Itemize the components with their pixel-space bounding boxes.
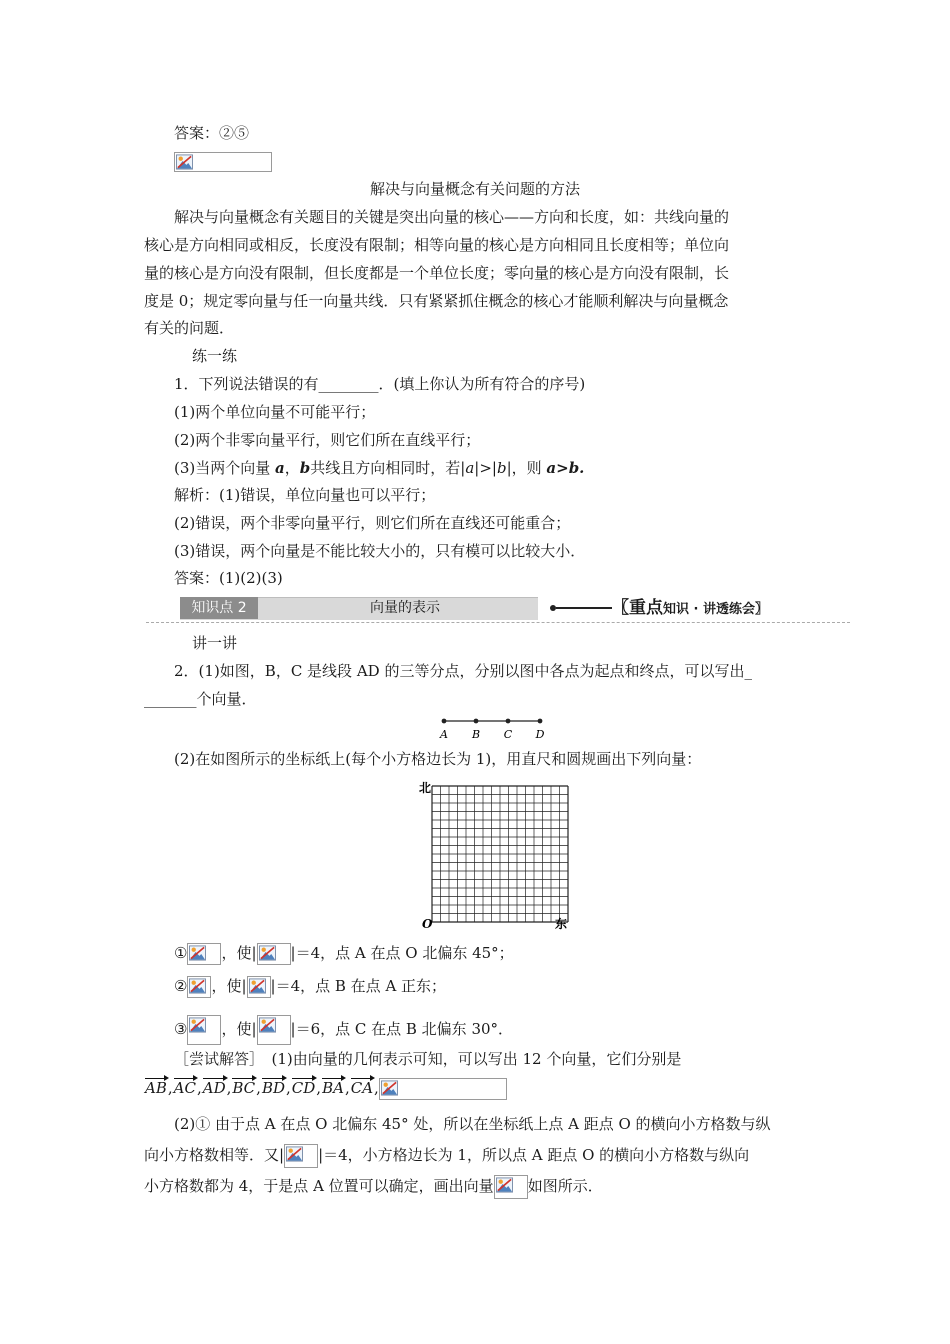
q2-part1-line1: 2．(1)如图，B，C 是线段 AD 的三等分点，分别以图中各点为起点和终点，可以写出_ [174,662,752,680]
point-b [474,719,479,724]
q1-analysis-3: (3)错误，两个向量是不能比较大小的，只有模可以比较大小． [174,542,586,560]
q2-item-3: ③ ，使| |＝6，点 C 在点 B 北偏东 30°． [174,1015,513,1045]
solution-line-1: ［尝试解答］ (1)由向量的几何表示可知，可以写出 12 个向量，它们分别是 [174,1050,682,1068]
broken-image-icon [496,1177,513,1193]
broken-image-icon [189,978,206,994]
q2-item-1: ① ，使| |＝4，点 A 在点 O 北偏东 45°； [174,942,514,965]
broken-image-icon [249,978,266,994]
broken-image-icon [189,945,206,961]
vector-bd: BD [261,1079,285,1097]
q1-item-3: (3)当两个向量 a，b共线且方向相同时，若|a|>|b|，则 a>b. [174,459,585,477]
method-title: 解决与向量概念有关问题的方法 [369,180,580,198]
q2-part1-line2: _______个向量． [144,690,257,708]
q1-item-2: (2)两个非零向量平行，则它们所在直线平行； [174,431,481,449]
label-b: B [471,728,481,741]
vector-ac: AC [173,1079,196,1097]
q1-analysis-2: (2)错误，两个非零向量平行，则它们所在直线还可能重合； [174,514,571,532]
q1-analysis-1: 解析：(1)错误，单位向量也可以平行； [174,486,436,504]
label-d: D [535,728,545,741]
q2-item-2: ② ，使| |＝4，点 B 在点 A 正东； [174,975,446,998]
method-body-line-3: 量的核心是方向没有限制，但长度都是一个单位长度；零向量的核心是方向没有限制，长 [144,264,730,282]
solution-p2-line-1: (2)① 由于点 A 在点 O 北偏东 45° 处，所以在坐标纸上点 A 距点 O 的横向小方格数与纵 [174,1115,771,1133]
section-divider [146,622,850,623]
label-a: A [440,728,448,741]
solution-p2-line-3: 小方格数都为 4，于是点 A 位置可以确定，画出向量 如图所示． [144,1175,603,1199]
vector-bc: BC [232,1079,256,1097]
vector-ba: BA [322,1079,344,1097]
vector-cd: CD [291,1079,316,1097]
section-slogan: 〖重点知识 · 讲透练会〗 [612,598,768,618]
vector-ca: CA [350,1079,374,1097]
q2-part2: (2)在如图所示的坐标纸上(每个小方格边长为 1)，用直尺和圆规画出下列向量： [174,750,702,768]
east-label: 东 [555,917,568,931]
broken-image-icon [259,1017,276,1033]
point-d [538,719,543,724]
method-body-line-5: 有关的问题． [144,319,235,337]
origin-label: O [422,917,433,931]
broken-image-icon [189,1017,206,1033]
coordinate-grid [410,778,580,934]
solution-p2-line-2: 向小方格数相等．又| |＝4，小方格边长为 1，所以点 A 距点 O 的横向小方格数与纵向 [144,1144,749,1168]
section-header [180,597,850,621]
section-title: 向量的表示 [370,600,440,616]
practice-label: 练一练 [192,347,238,365]
image-placeholder [174,152,272,172]
method-body-line-1: 解决与向量概念有关题目的关键是突出向量的核心——方向和长度，如：共线向量的 [174,208,730,226]
broken-image-icon [286,1146,303,1162]
header-rule [556,607,612,609]
solution-vector-list: AB,AC,AD,BC,BD,CD,BA,CA, [144,1077,507,1100]
broken-image-icon [176,154,193,170]
point-c [506,719,511,724]
label-c: C [503,728,513,741]
section-tag: 知识点 2 [180,597,258,619]
broken-image-icon [381,1080,398,1096]
method-body-line-2: 核心是方向相同或相反，长度没有限制；相等向量的核心是方向相同且长度相等；单位向 [144,236,730,254]
grid-lines [432,786,568,922]
q1-answer: 答案：(1)(2)(3) [174,569,283,587]
lecture-label: 讲一讲 [192,634,238,652]
answer-line: 答案：②⑤ [174,124,250,142]
north-label: 北 [419,781,432,795]
point-a [442,719,447,724]
segment-figure [430,714,550,742]
vector-ad: AD [202,1079,226,1097]
q1-item-1: (1)两个单位向量不可能平行； [174,403,376,421]
q1-stem: 1．下列说法错误的有________．(填上你认为所有符合的序号) [174,375,586,393]
vector-ab: AB [145,1079,167,1097]
broken-image-icon [259,945,276,961]
method-body-line-4: 度是 0；规定零向量与任一向量共线．只有紧紧抓住概念的核心才能顺利解决与向量概念 [144,292,729,310]
